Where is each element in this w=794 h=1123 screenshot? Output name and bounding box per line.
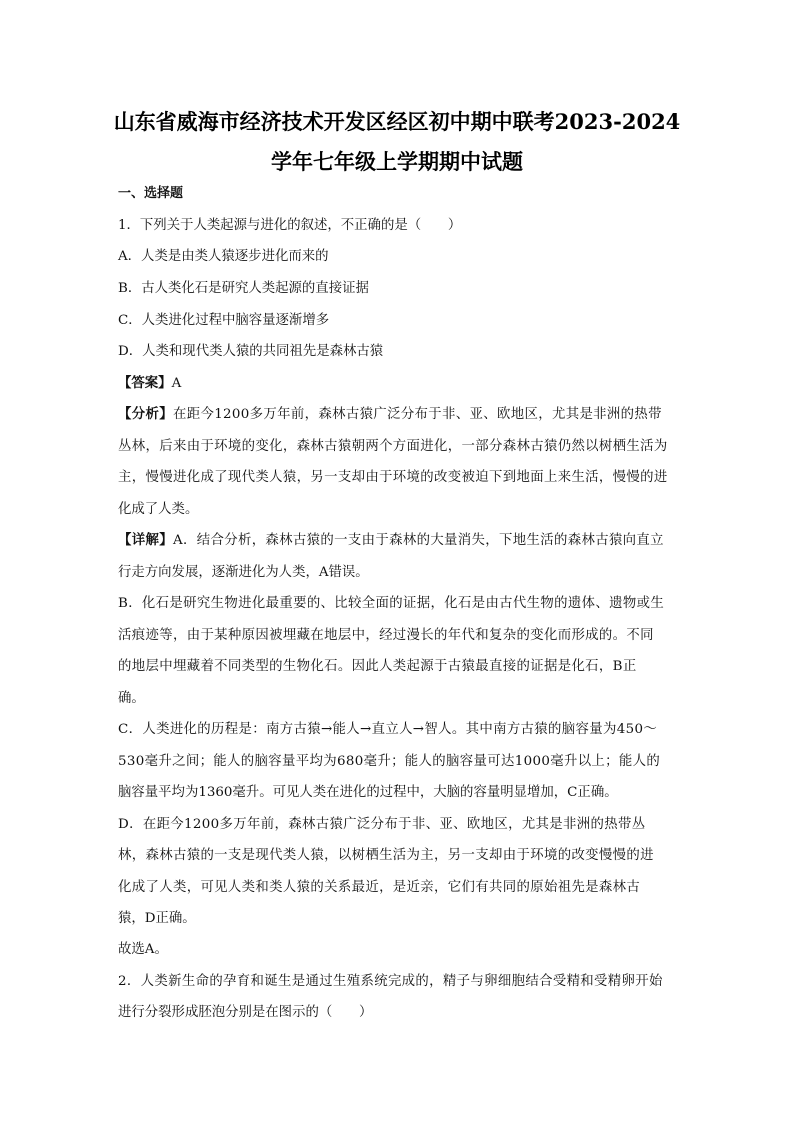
q1-detail-line: 脑容量平均为1360毫升。可见人类在进化的过程中，大脑的容量明显增加，C正确。 xyxy=(118,785,618,800)
section-heading: 一、选择题 xyxy=(118,186,184,201)
title-line-2: 学年七年级上学期期中试题 xyxy=(271,149,523,174)
q1-analysis-line: 化成了人类。 xyxy=(118,502,199,517)
q1-detail-line: 化成了人类，可见人类和类人猿的关系最近，是近亲，它们有共同的原始祖先是森林古 xyxy=(118,880,641,895)
q1-detail-line: 林，森林古猿的一支是现代类人猿，以树栖生活为主，另一支却由于环境的改变慢慢的进 xyxy=(118,848,654,863)
analysis-text: 在距今1200多万年前，森林古猿广泛分布于非、亚、欧地区，尤其是非洲的热带 xyxy=(172,407,662,422)
q1-detail-line: B．化石是研究生物进化最重要的、比较全面的证据，化石是由古代生物的遗体、遗物或生 xyxy=(118,596,665,611)
q1-option-d: D．人类和现代类人猿的共同祖先是森林古猿 xyxy=(118,344,384,359)
q1-option-b: B．古人类化石是研究人类起源的直接证据 xyxy=(118,281,369,296)
q1-detail-line: 猿，D正确。 xyxy=(118,911,196,926)
question-2-stem: 2．人类新生命的孕育和诞生是通过生殖系统完成的，精子与卵细胞结合受精和受精卵开始 xyxy=(118,974,663,989)
q1-answer xyxy=(118,377,181,390)
title-line-1: 山东省威海市经济技术开发区经区初中期中联考2023-2024 xyxy=(113,109,681,134)
q1-detail-line: 的地层中埋藏着不同类型的生物化石。因此人类起源于古猿最直接的证据是化石，B正 xyxy=(118,659,637,674)
q1-detail-line: 活痕迹等，由于某种原因被埋藏在地层中，经过漫长的年代和复杂的变化而形成的。不同 xyxy=(118,628,654,643)
q1-detail-line: 确。 xyxy=(118,691,145,706)
q1-detail-line: C．人类进化的历程是：南方古猿→能人→直立人→智人。其中南方古猿的脑容量为450～ xyxy=(118,722,658,737)
q1-conclusion: 故选A。 xyxy=(118,942,168,957)
q1-detail-line: 530毫升之间；能人的脑容量平均为680毫升；能人的脑容量可达1000毫升以上；能人的 xyxy=(118,754,661,769)
q1-option-a: A．人类是由类人猿逐步进化而来的 xyxy=(118,249,329,264)
q1-analysis-line: 丛林，后来由于环境的变化，森林古猿朝两个方面进化，一部分森林古猿仍然以树栖生活为 xyxy=(118,439,668,454)
analysis-tag: 【分析】 xyxy=(118,406,173,422)
detail-tag: 【详解】 xyxy=(118,532,173,548)
q1-detail-line xyxy=(118,534,664,547)
answer-tag: 【答案】 xyxy=(118,375,172,391)
q1-detail-line: 行走方向发展，逐渐进化为人类，A错误。 xyxy=(118,565,369,580)
q1-analysis-line xyxy=(118,408,662,421)
detail-text: A．结合分析，森林古猿的一支由于森林的大量消失，下地生活的森林古猿向直立 xyxy=(172,533,664,548)
question-1-stem: 1．下列关于人类起源与进化的叙述，不正确的是（ ） xyxy=(118,218,462,233)
question-2-stem: 进行分裂形成胚泡分别是在图示的（ ） xyxy=(118,1005,373,1020)
q1-option-c: C．人类进化过程中脑容量逐渐增多 xyxy=(118,313,330,328)
answer-value: A xyxy=(171,376,182,391)
q1-analysis-line: 主，慢慢进化成了现代类人猿，另一支却由于环境的改变被迫下到地面上来生活，慢慢的进 xyxy=(118,470,668,485)
q1-detail-line: D．在距今1200多万年前，森林古猿广泛分布于非、亚、欧地区，尤其是非洲的热带丛 xyxy=(118,817,646,832)
